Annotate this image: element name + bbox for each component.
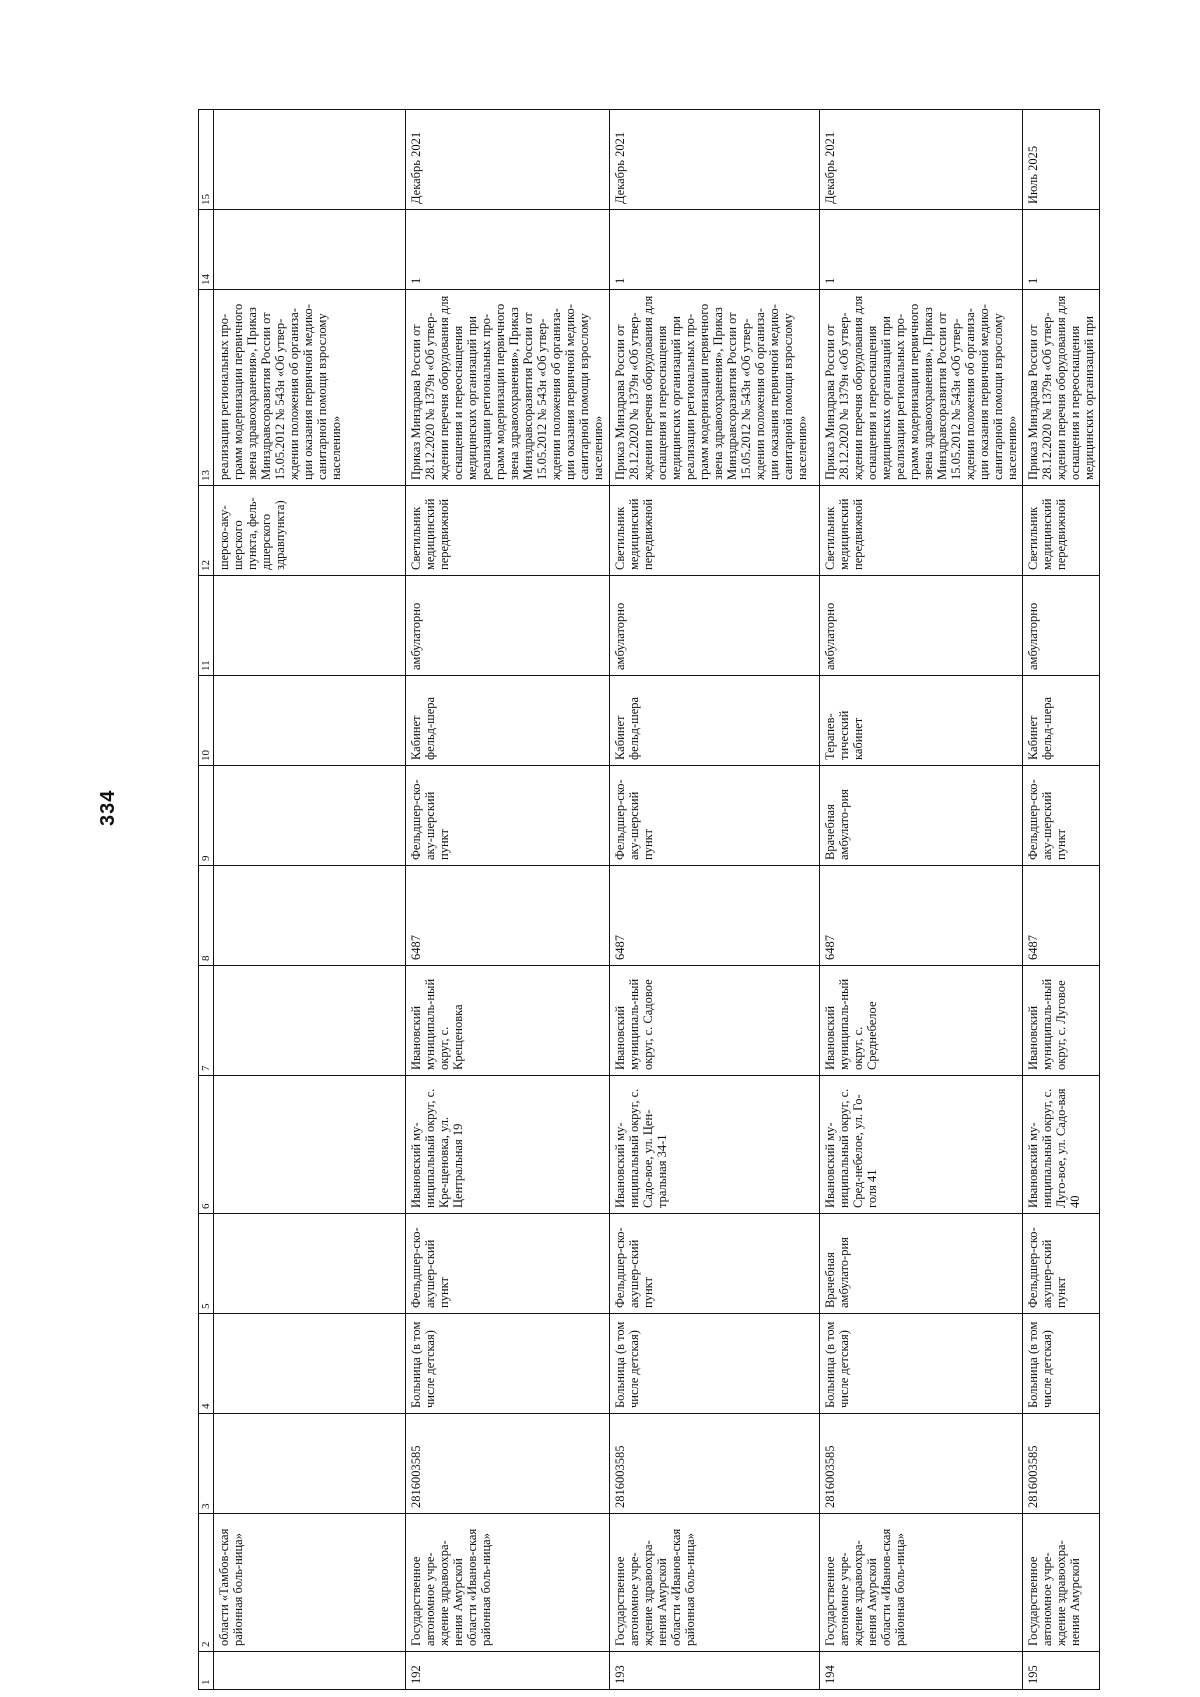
subdivision-cell: Фельдшер-ско-аку-шерский пункт (610, 766, 820, 866)
column-number: 3 (199, 1414, 214, 1514)
table-cell (214, 110, 406, 210)
code-cell: 6487 (820, 866, 1023, 966)
date-cell: Декабрь 2021 (406, 110, 610, 210)
table-cell (214, 1414, 406, 1514)
inn-cell: 2816003585 (406, 1414, 610, 1514)
type-cell: Больница (в том числе детская) (610, 1314, 820, 1414)
column-number: 2 (199, 1514, 214, 1652)
table-cell (214, 676, 406, 766)
code-cell: 6487 (1023, 866, 1100, 966)
locality-cell: Ивановский муниципаль-ный округ, с. Луговое (1023, 966, 1100, 1076)
equipment-cell: Светильник медицинский передвижной (610, 486, 820, 576)
organization-cell: Государственное автономное учре-ждение здравоохра-нения Амурской области «Иванов-ская районная боль-ница» (610, 1514, 820, 1652)
locality-cell: Ивановский муниципаль-ный округ, с. Садовое (610, 966, 820, 1076)
code-cell: 6487 (610, 866, 820, 966)
page-number: 334 (97, 789, 119, 826)
basis-cell: Приказ Минздрава России от 28.12.2020 № 1379н «Об утвер-ждении перечня оборудования для оснащения и переоснащения медицинских организаций при реализации региональных про-грамм модернизации первичного звена здравоохранения», Приказ Минздравсоразвития России от 15.05.2012 № 543н «Об утвер-ждении положения об организа-ции оказания первичной медико-санитарной помощи взрослому населению» (406, 290, 610, 486)
quantity-cell: 1 (820, 210, 1023, 290)
unit-cell: Врачебная амбулато-рия (820, 1214, 1023, 1314)
address-cell: Ивановский му-ниципальный округ, с. Луго-вое, ул. Садо-вая 40 (1023, 1076, 1100, 1214)
column-number: 14 (199, 210, 214, 290)
locality-cell: Ивановский муниципаль-ный округ, с. Среднебелое (820, 966, 1023, 1076)
inn-cell: 2816003585 (610, 1414, 820, 1514)
table-row (1023, 110, 1100, 1690)
room-cell: Терапев-тический кабинет (820, 676, 1023, 766)
subdivision-cell: Врачебная амбулато-рия (820, 766, 1023, 866)
organization-cell: Государственное автономное учре-ждение здравоохра-нения Амурской (1023, 1514, 1100, 1652)
inn-cell: 2816003585 (820, 1414, 1023, 1514)
page-number-wrapper (97, 782, 127, 842)
equipment-table (198, 109, 1100, 1690)
date-cell: Декабрь 2021 (610, 110, 820, 210)
type-cell: Больница (в том числе детская) (406, 1314, 610, 1414)
mode-cell: амбулаторно (820, 576, 1023, 676)
table-cell (214, 210, 406, 290)
table-row (406, 110, 610, 1690)
column-number: 4 (199, 1314, 214, 1414)
table-cell (214, 966, 406, 1076)
continuation-row (214, 110, 406, 1690)
row-number: 194 (820, 1652, 1023, 1690)
basis-cell: Приказ Минздрава России от 28.12.2020 № 1379н «Об утвер-ждении перечня оборудования для оснащения и переоснащения медицинских организаций при реализации региональных про-грамм модернизации первичного звена здравоохранения», Приказ Минздравсоразвития России от 15.05.2012 № 543н «Об утвер-ждении положения об организа-ции оказания первичной медико-санитарной помощи взрослому населению» (820, 290, 1023, 486)
table-cell (214, 1314, 406, 1414)
organization-cell: Государственное автономное учре-ждение здравоохра-нения Амурской области «Иванов-ская районная боль-ница» (406, 1514, 610, 1652)
table-row (820, 110, 1023, 1690)
column-number: 13 (199, 290, 214, 486)
unit-cell: Фельдшер-ско-акушер-ский пункт (406, 1214, 610, 1314)
room-cell: Кабинет фельд-шера (406, 676, 610, 766)
mode-cell: амбулаторно (610, 576, 820, 676)
mode-cell: амбулаторно (406, 576, 610, 676)
quantity-cell: 1 (1023, 210, 1100, 290)
table-cell: шерско-аку-шерского пункта, фель-дшерского здравпункта) (214, 486, 406, 576)
mode-cell: амбулаторно (1023, 576, 1100, 676)
column-number: 15 (199, 110, 214, 210)
organization-cell: Государственное автономное учре-ждение здравоохра-нения Амурской области «Иванов-ская районная боль-ница» (820, 1514, 1023, 1652)
table-cell (214, 866, 406, 966)
subdivision-cell: Фельдшер-ско-аку-шерский пункт (406, 766, 610, 866)
column-number: 1 (199, 1652, 214, 1690)
table-row (610, 110, 820, 1690)
column-number: 7 (199, 966, 214, 1076)
table-cell (214, 576, 406, 676)
table-cell (214, 1076, 406, 1214)
row-number: 192 (406, 1652, 610, 1690)
column-number: 11 (199, 576, 214, 676)
date-cell: Декабрь 2021 (820, 110, 1023, 210)
basis-cell: Приказ Минздрава России от 28.12.2020 № 1379н «Об утвер-ждении перечня оборудования для оснащения и переоснащения медицинских организаций при реализации региональных про-грамм модернизации первичного звена здравоохранения», Приказ Минздравсоразвития России от 15.05.2012 № 543н «Об утвер-ждении положения об организа-ции оказания первичной медико-санитарной помощи взрослому населению» (610, 290, 820, 486)
table-cell (214, 1652, 406, 1690)
column-number: 8 (199, 866, 214, 966)
inn-cell: 2816003585 (1023, 1414, 1100, 1514)
type-cell: Больница (в том числе детская) (820, 1314, 1023, 1414)
column-number-row (199, 110, 214, 1690)
rotated-table-container (198, 110, 1098, 1690)
address-cell: Ивановский му-ниципальный округ, с. Кре-щеновка, ул. Центральная 19 (406, 1076, 610, 1214)
quantity-cell: 1 (610, 210, 820, 290)
row-number: 195 (1023, 1652, 1100, 1690)
code-cell: 6487 (406, 866, 610, 966)
column-number: 9 (199, 766, 214, 866)
table-cell: реализации региональных про-грамм модернизации первичного звена здравоохранения», Приказ Минздравсоразвития России от 15.05.2012 № 543н «Об утвер-ждении положения об организа-ции оказания первичной медико-санитарной помощи взрослому населению» (214, 290, 406, 486)
unit-cell: Фельдшер-ско-акушер-ский пункт (1023, 1214, 1100, 1314)
type-cell: Больница (в том числе детская) (1023, 1314, 1100, 1414)
table-cell (214, 1214, 406, 1314)
basis-cell: Приказ Минздрава России от 28.12.2020 № 1379н «Об утвер-ждении перечня оборудования для оснащения и переоснащения медицинских организаций при (1023, 290, 1100, 486)
room-cell: Кабинет фельд-шера (1023, 676, 1100, 766)
room-cell: Кабинет фельд-шера (610, 676, 820, 766)
table-cell: области «Тамбов-ская районная боль-ница» (214, 1514, 406, 1652)
locality-cell: Ивановский муниципаль-ный округ, с. Крещеновка (406, 966, 610, 1076)
address-cell: Ивановский му-ниципальный округ, с. Сред-небелое, ул. Го-голя 41 (820, 1076, 1023, 1214)
quantity-cell: 1 (406, 210, 610, 290)
unit-cell: Фельдшер-ско-акушер-ский пункт (610, 1214, 820, 1314)
equipment-cell: Светильник медицинский передвижной (820, 486, 1023, 576)
column-number: 10 (199, 676, 214, 766)
equipment-cell: Светильник медицинский передвижной (1023, 486, 1100, 576)
row-number: 193 (610, 1652, 820, 1690)
column-number: 5 (199, 1214, 214, 1314)
subdivision-cell: Фельдшер-ско-аку-шерский пункт (1023, 766, 1100, 866)
column-number: 12 (199, 486, 214, 576)
date-cell: Июль 2025 (1023, 110, 1100, 210)
equipment-cell: Светильник медицинский передвижной (406, 486, 610, 576)
table-cell (214, 766, 406, 866)
column-number: 6 (199, 1076, 214, 1214)
address-cell: Ивановский му-ниципальный округ, с. Садо-вое, ул. Цен-тральная 34-1 (610, 1076, 820, 1214)
